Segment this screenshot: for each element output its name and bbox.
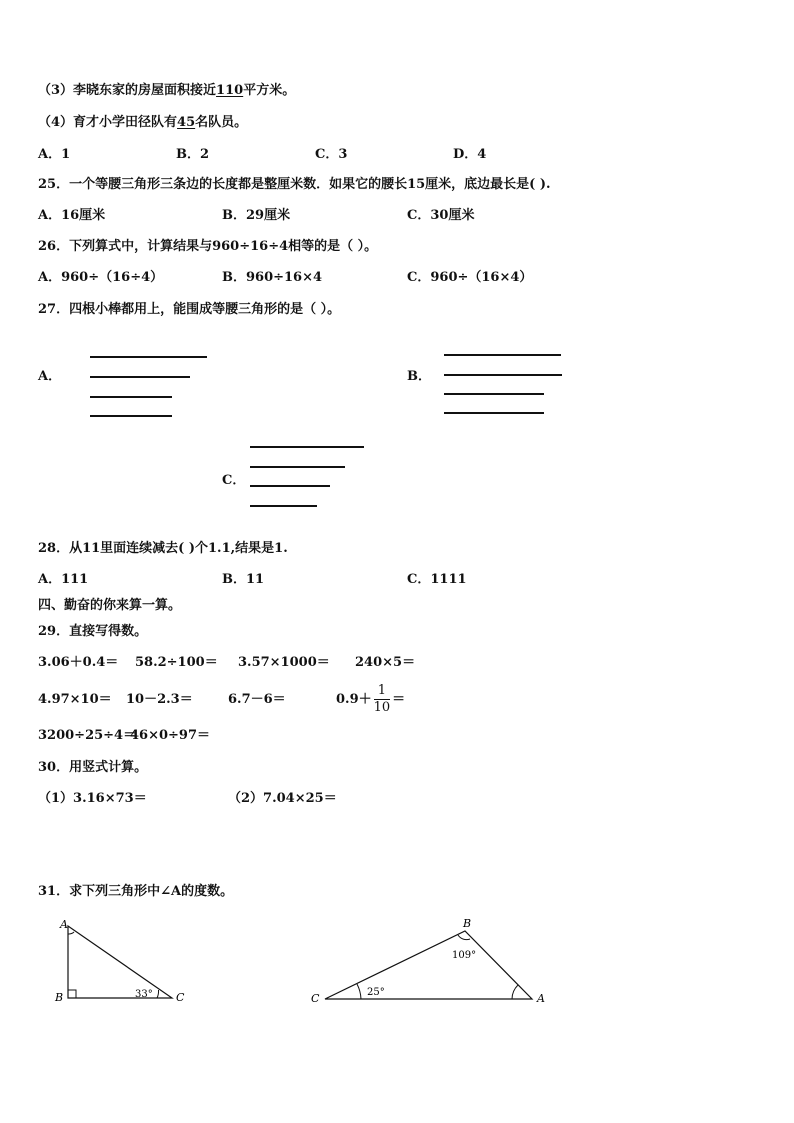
triangle-2-shape xyxy=(325,931,532,999)
q25-option-a[interactable]: A．16厘米 xyxy=(38,208,106,223)
q24-item4 xyxy=(38,114,247,132)
q29-r2-c4-pre: 0.9＋ xyxy=(336,692,372,707)
q25-option-b[interactable]: B．29厘米 xyxy=(222,208,291,223)
q27-b-stick-1 xyxy=(444,354,561,356)
q27-c-stick-1 xyxy=(250,446,364,448)
vertex-label-b: B xyxy=(463,917,472,930)
q30-item-1: （1）3.16×73＝ xyxy=(38,791,147,806)
angle-label-33: 33° xyxy=(135,989,153,1000)
q27-b-stick-2 xyxy=(444,374,562,376)
q29-r2-c4-post: ＝ xyxy=(392,692,406,707)
q25-option-c[interactable]: C．30厘米 xyxy=(407,208,475,223)
q29-r1-c2: 58.2÷100＝ xyxy=(135,655,218,670)
q26-option-c[interactable]: C．960÷（16×4） xyxy=(407,270,533,285)
q29-r2-c1: 4.97×10＝ xyxy=(38,692,112,707)
q24-item4-post: 名队员。 xyxy=(195,115,248,130)
q24-option-b[interactable]: B．2 xyxy=(176,147,210,162)
q27-option-b-label[interactable]: B． xyxy=(407,369,431,384)
q27-b-stick-4 xyxy=(444,412,544,414)
q24-option-c[interactable]: C．3 xyxy=(315,147,348,162)
vertex-label-c: C xyxy=(176,991,185,1004)
q29-r1-c1: 3.06＋0.4＝ xyxy=(38,655,119,670)
q27-c-stick-4 xyxy=(250,505,317,507)
q24-item4-pre: （4）育才小学田径队有 xyxy=(38,115,178,130)
q24-item4-number: 45 xyxy=(177,115,196,130)
section-4-title: 四、勤奋的你来算一算。 xyxy=(38,598,182,613)
q24-option-d[interactable]: D．4 xyxy=(453,147,487,162)
q29-r3-c1: 3200÷25÷4＝ xyxy=(38,728,137,743)
q24-item3-pre: （3）李晓东家的房屋面积接近 xyxy=(38,83,217,98)
fraction-one-tenth xyxy=(374,683,391,716)
q30-title: 30．用竖式计算。 xyxy=(38,760,148,775)
q29-r2-c4 xyxy=(336,680,405,720)
q29-r1-c4: 240×5＝ xyxy=(355,655,416,670)
q27-c-stick-3 xyxy=(250,485,330,487)
fraction-numerator: 1 xyxy=(374,683,391,700)
q28-option-b[interactable]: B．11 xyxy=(222,572,265,587)
q24-item3-post: 平方米。 xyxy=(243,83,296,98)
q29-title: 29．直接写得数。 xyxy=(38,624,148,639)
q26-question: 26．下列算式中，计算结果与960÷16÷4相等的是（ ）。 xyxy=(38,239,378,254)
q29-r2-c2: 10－2.3＝ xyxy=(126,692,193,707)
angle-label-109: 109° xyxy=(452,950,477,961)
q27-option-a-label[interactable]: A． xyxy=(38,369,62,384)
q27-c-stick-2 xyxy=(250,466,345,468)
fraction-denominator: 10 xyxy=(373,700,391,715)
angle-c-arc xyxy=(157,990,159,998)
q27-question: 27．四根小棒都用上，能围成等腰三角形的是（ ）。 xyxy=(38,302,341,317)
q28-question: 28．从11里面连续减去( )个1.1,结果是1. xyxy=(38,541,288,556)
q25-question: 25．一个等腰三角形三条边的长度都是整厘米数．如果它的腰长15厘米，底边最长是( ). xyxy=(38,177,551,192)
q30-item-2: （2）7.04×25＝ xyxy=(228,791,337,806)
angle-a-arc xyxy=(512,985,518,999)
q27-a-stick-4 xyxy=(90,415,172,417)
q26-option-a[interactable]: A．960÷（16÷4） xyxy=(38,270,164,285)
q24-item3-number: 110 xyxy=(216,83,244,98)
q24-option-a[interactable]: A．1 xyxy=(38,147,71,162)
q26-option-b[interactable]: B．960÷16×4 xyxy=(222,270,323,285)
angle-label-25: 25° xyxy=(367,987,385,998)
q24-item3 xyxy=(38,82,295,100)
q27-option-c-label[interactable]: C． xyxy=(222,473,246,488)
triangle-1-shape xyxy=(68,926,172,998)
q27-a-stick-1 xyxy=(90,356,207,358)
angle-c-arc xyxy=(357,984,361,999)
q27-a-stick-3 xyxy=(90,396,172,398)
q27-a-stick-2 xyxy=(90,376,190,378)
q29-r2-c3: 6.7－6＝ xyxy=(228,692,286,707)
q29-r3-c2: 46×0÷97＝ xyxy=(130,728,211,743)
vertex-label-a: A xyxy=(60,918,68,931)
vertex-label-c: C xyxy=(311,992,320,1005)
q29-r1-c3: 3.57×1000＝ xyxy=(238,655,330,670)
angle-a-arc xyxy=(68,932,74,934)
q27-b-stick-3 xyxy=(444,393,544,395)
q31-title: 31．求下列三角形中∠A的度数。 xyxy=(38,884,234,899)
right-angle-mark xyxy=(68,990,76,998)
q28-option-c[interactable]: C．1111 xyxy=(407,572,467,587)
triangle-1 xyxy=(50,912,200,1012)
vertex-label-b: B xyxy=(55,991,64,1004)
angle-b-arc xyxy=(458,935,470,940)
triangle-2 xyxy=(305,912,560,1012)
vertex-label-a: A xyxy=(537,992,545,1005)
q28-option-a[interactable]: A．111 xyxy=(38,572,89,587)
